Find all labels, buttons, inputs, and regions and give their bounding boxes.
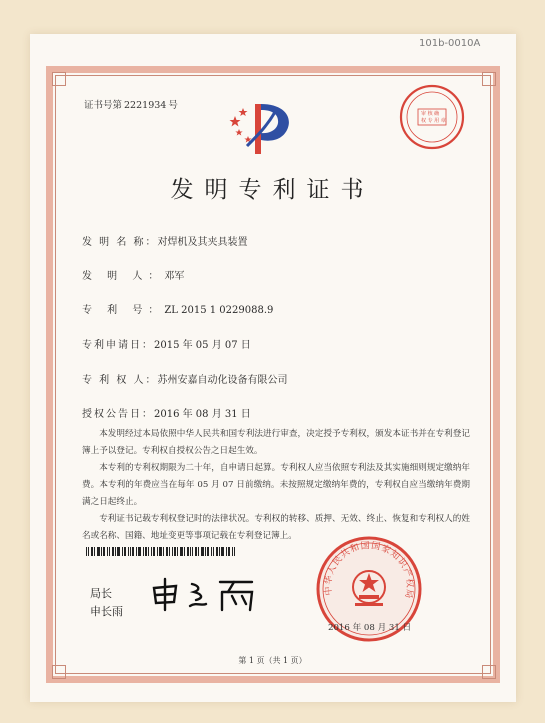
paragraph: 本发明经过本局依照中华人民共和国专利法进行审查，决定授予专利权，颁发本证书并在专利登记簿上予以登记。专利权自授权公告之日起生效。	[82, 429, 470, 456]
corner-ornament	[52, 665, 66, 679]
seal-date: 2016 年 08 月 31 日	[328, 623, 412, 633]
director-signature	[148, 576, 274, 612]
field-patent-number: 专 利 号：ZL 2015 1 0229088.9	[82, 305, 274, 316]
svg-text:审 核 确: 审 核 确	[421, 111, 440, 117]
paragraph: 专利证书记载专利权登记时的法律状况。专利权的转移、质押、无效、终止、恢复和专利权人的姓名或名称、国籍、地址变更等事项记载在专利登记簿上。	[82, 514, 470, 541]
field-inventor: 发 明 人：邓军	[82, 271, 185, 282]
patent-office-logo	[227, 96, 297, 158]
director-name: 申长雨	[90, 605, 123, 618]
svg-text:权 专 用 章: 权 专 用 章	[421, 118, 446, 124]
registration-seal	[398, 83, 466, 151]
certificate-title: 发明专利证书	[170, 177, 375, 203]
field-grant-date: 授权公告日：2016 年 08 月 31 日	[82, 409, 251, 420]
body-text	[82, 426, 470, 545]
barcode	[86, 547, 238, 556]
handwritten-note: 101b-0010A	[419, 38, 481, 49]
field-patentee: 专 利 权 人：苏州安嘉自动化设备有限公司	[82, 375, 288, 386]
director-title: 局长	[90, 587, 112, 600]
paragraph: 本专利的专利权期限为二十年，自申请日起算。专利权人应当依照专利法及其实施细则规定缴纳年费。本专利的年费应当在每年 05 月 07 日前缴纳。未按照规定缴纳年费的，专利权自应当缴纳年费期满之日起终止。	[82, 463, 470, 507]
corner-ornament	[52, 72, 66, 86]
field-invention-name: 发 明 名 称：对焊机及其夹具装置	[82, 237, 248, 248]
page-number: 第 1 页（共 1 页）	[238, 656, 307, 665]
corner-ornament	[482, 665, 496, 679]
certificate-number: 证书号第 2221934 号	[84, 100, 178, 111]
svg-text:中华人民共和国国家知识产权局: 中华人民共和国国家知识产权局	[323, 541, 415, 600]
corner-ornament	[482, 72, 496, 86]
field-application-date: 专利申请日：2015 年 05 月 07 日	[82, 340, 251, 351]
